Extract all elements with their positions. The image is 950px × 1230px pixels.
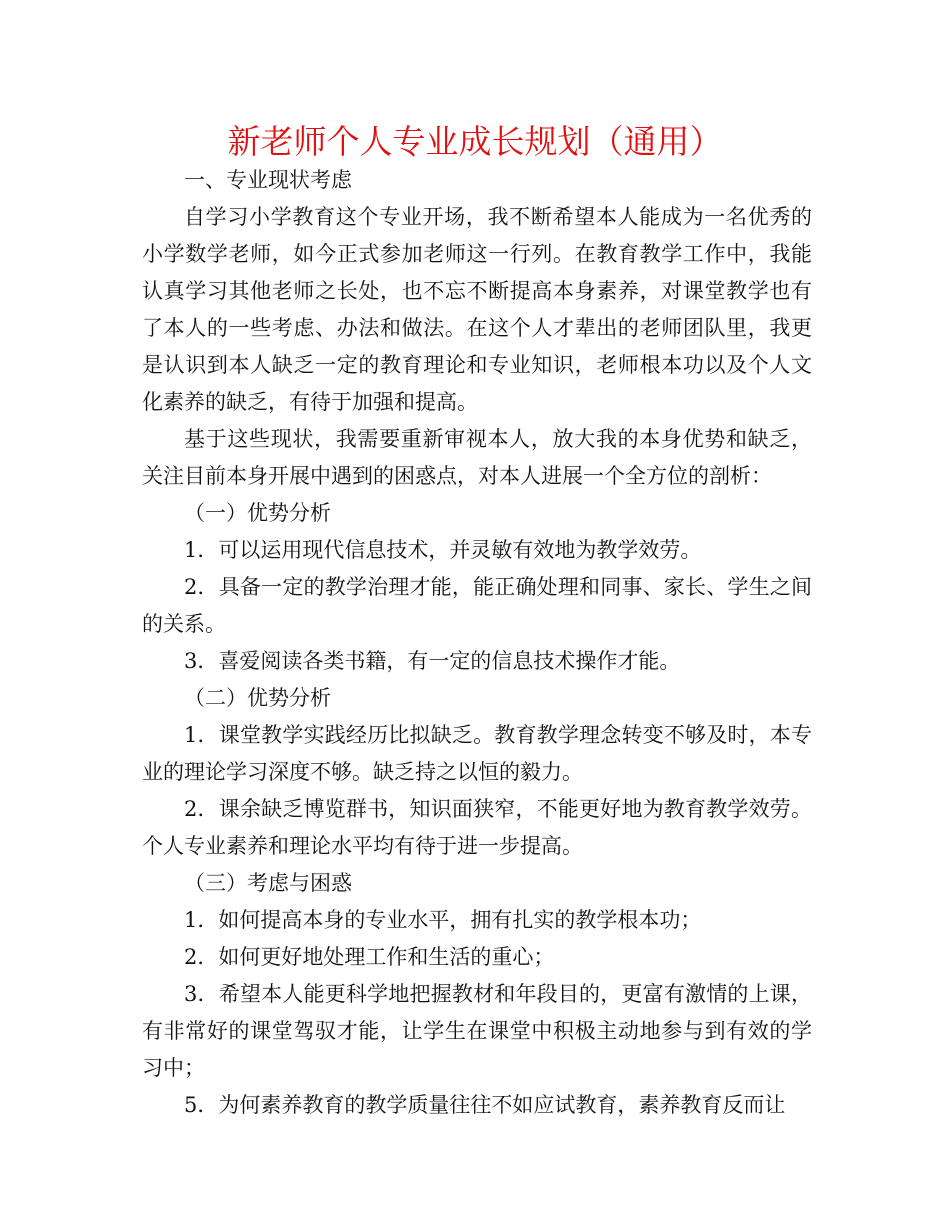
paragraph: 基于这些现状，我需要重新审视本人，放大我的本身优势和缺乏，关注目前本身开展中遇到的困惑点，对本人进展一个全方位的剖析：	[142, 427, 812, 488]
list-item: 1．如何提高本身的专业水平，拥有扎实的教学根本功；	[184, 908, 702, 932]
subsection-heading: （一）优势分析	[184, 501, 331, 525]
list-item: 5．为何素养教育的教学质量往往不如应试教育，素养教育反而让	[184, 1093, 786, 1117]
subsection-heading: （二）优势分析	[184, 686, 331, 710]
subsection-heading: （三）考虑与困惑	[184, 871, 352, 895]
paragraph: 自学习小学教育这个专业开场，我不断希望本人能成为一名优秀的小学数学老师，如今正式参加老师这一行列。在教育教学工作中，我能认真学习其他老师之长处，也不忘不断提高本身素养，对课堂教学也有了本人的一些考虑、办法和做法。在这个人才辈出的老师团队里，我更是认识到本人缺乏一定的教育理论和专业知识，老师根本功以及个人文化素养的缺乏，有待于加强和提高。	[142, 205, 812, 414]
section-heading: 一、专业现状考虑	[184, 168, 352, 192]
document-body	[142, 162, 812, 1124]
document-title: 新老师个人专业成长规划（通用）	[227, 122, 723, 161]
list-item: 1．可以运用现代信息技术，并灵敏有效地为教学效劳。	[184, 538, 702, 562]
list-item: 2．课余缺乏博览群书，知识面狭窄，不能更好地为教育教学效劳。个人专业素养和理论水平均有待于进一步提高。	[142, 797, 812, 858]
list-item: 2．如何更好地处理工作和生活的重心；	[184, 945, 555, 969]
list-item: 3．喜爱阅读各类书籍，有一定的信息技术操作才能。	[184, 649, 681, 673]
list-item: 2．具备一定的教学治理才能，能正确处理和同事、家长、学生之间的关系。	[142, 575, 812, 636]
list-item: 3．希望本人能更科学地把握教材和年段目的，更富有激情的上课，有非常好的课堂驾驭才能，让学生在课堂中积极主动地参与到有效的学习中；	[142, 982, 812, 1080]
list-item: 1．课堂教学实践经历比拟缺乏。教育教学理念转变不够及时，本专业的理论学习深度不够。缺乏持之以恒的毅力。	[142, 723, 812, 784]
